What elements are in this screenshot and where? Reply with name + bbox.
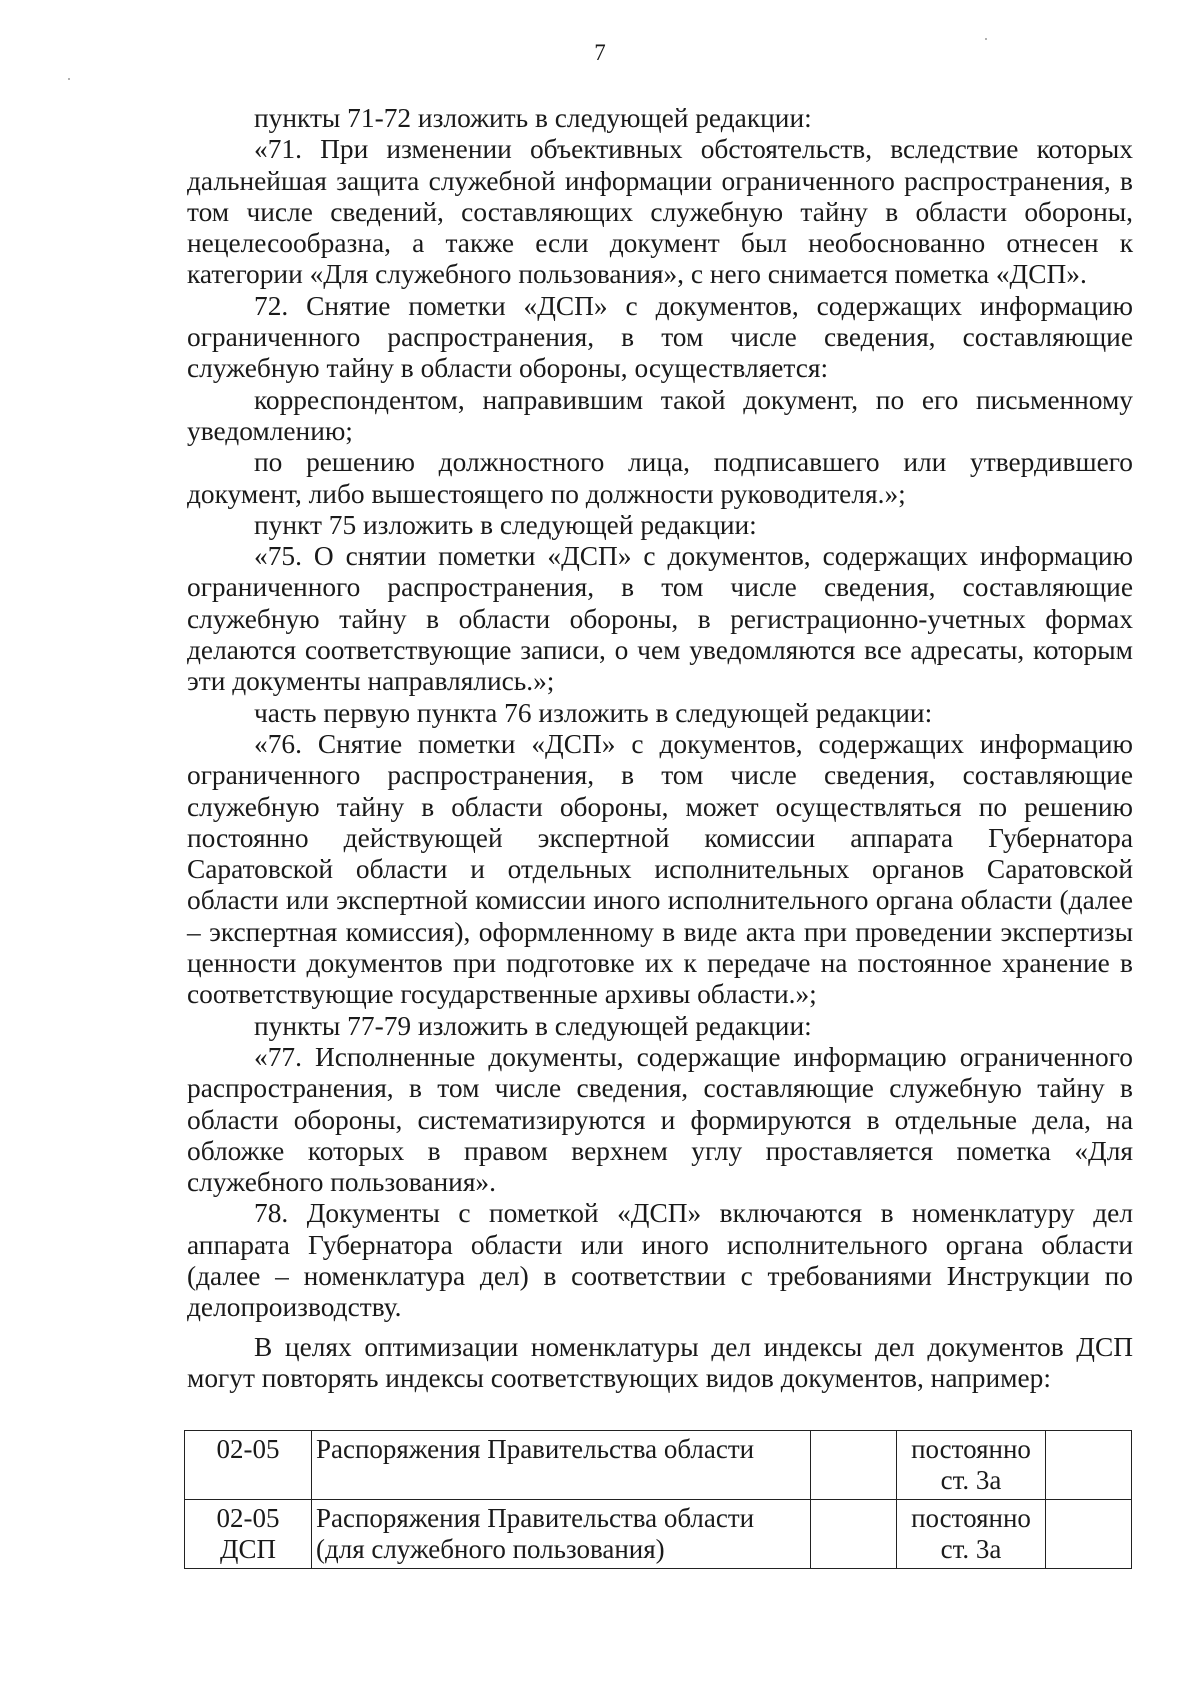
paragraph: 78. Документы с пометкой «ДСП» включаются в номенклатуру дел аппарата Губернатора области или иного исполнительного органа области (далее – номенклатура дел) в соответствии с требованиями Инструкции по делопроизводству.: [187, 1198, 1133, 1323]
scan-speck: [68, 78, 70, 80]
retention-article: ст. 3а: [940, 1465, 1002, 1495]
document-body: [187, 103, 1133, 1394]
table-row: [185, 1431, 1132, 1500]
paragraph: корреспондентом, направившим такой документ, по его письменному уведомлению;: [187, 384, 1133, 446]
paragraph: часть первую пункта 76 изложить в следующей редакции:: [254, 697, 933, 728]
retention-article: ст. 3а: [940, 1534, 1002, 1564]
case-index: 02-05: [216, 1503, 280, 1533]
case-index-mark: ДСП: [220, 1534, 276, 1564]
empty-cell: [811, 1500, 897, 1569]
case-index: 02-05: [216, 1434, 280, 1464]
page-number: 7: [594, 40, 606, 65]
case-index-cell: [185, 1500, 312, 1569]
retention-term: постоянно: [911, 1503, 1031, 1533]
paragraph: пункты 77-79 изложить в следующей редакции:: [254, 1010, 812, 1041]
paragraph: «77. Исполненные документы, содержащие информацию ограниченного распространения, в том числе сведения, составляющие служебную тайну в области обороны, систематизируются и формируются в отдельные дела, на обложке которых в правом верхнем углу проставляется пометка «Для служебного пользования».: [187, 1041, 1133, 1198]
empty-cell: [811, 1431, 897, 1500]
table-row: [185, 1500, 1132, 1569]
case-title: Распоряжения Правительства области: [316, 1434, 755, 1464]
paragraph: В целях оптимизации номенклатуры дел индексы дел документов ДСП могут повторять индексы соответствующих видов документов, например:: [187, 1331, 1133, 1393]
paragraph: 72. Снятие пометки «ДСП» с документов, содержащих информацию ограниченного распространения, в том числе сведения, составляющие служебную тайну в области обороны, осуществляется:: [187, 290, 1133, 384]
paragraph: «76. Снятие пометки «ДСП» с документов, содержащих информацию ограниченного распространения, в том числе сведения, составляющие служебную тайну в области обороны, может осуществляться по решению постоянно действующей экспертной комиссии аппарата Губернатора Саратовской области и отдельных исполнительных органов Саратовской области или экспертной комиссии иного исполнительного органа области (далее – экспертная комиссия), оформленному в виде акта при проведении экспертизы ценности документов при подготовке их к передаче на постоянное хранение в соответствующие государственные архивы области.»;: [187, 728, 1133, 1010]
empty-cell: [1046, 1431, 1132, 1500]
paragraph: пункт 75 изложить в следующей редакции:: [254, 509, 757, 540]
paragraph: «75. О снятии пометки «ДСП» с документов, содержащих информацию ограниченного распространения, в том числе сведения, составляющие служебную тайну в области обороны, в регистрационно-учетных формах делаются соответствующие записи, о чем уведомляются все адресаты, которым эти документы направлялись.»;: [187, 541, 1133, 697]
paragraph: «71. При изменении объективных обстоятельств, вследствие которых дальнейшая защита служебной информации ограниченного распространения, в том числе сведений, составляющих служебную тайну в области обороны, нецелесообразна, а также если документ был необоснованно отнесен к категории «Для служебного пользования», с него снимается пометка «ДСП».: [187, 134, 1133, 290]
case-title-cell: [312, 1500, 811, 1569]
nomenclature-table: [184, 1430, 1132, 1569]
retention-term-cell: [897, 1431, 1046, 1500]
case-index-cell: [185, 1431, 312, 1500]
retention-term: постоянно: [911, 1434, 1031, 1464]
case-title: Распоряжения Правительства области: [316, 1503, 755, 1533]
paragraph: пункты 71-72 изложить в следующей редакции:: [254, 103, 812, 133]
case-title-cell: [312, 1431, 811, 1500]
retention-term-cell: [897, 1500, 1046, 1569]
case-title-note: (для служебного пользования): [316, 1534, 665, 1564]
empty-cell: [1046, 1500, 1132, 1569]
paragraph: по решению должностного лица, подписавшего или утвердившего документ, либо вышестоящего по должности руководителя.»;: [187, 447, 1133, 509]
